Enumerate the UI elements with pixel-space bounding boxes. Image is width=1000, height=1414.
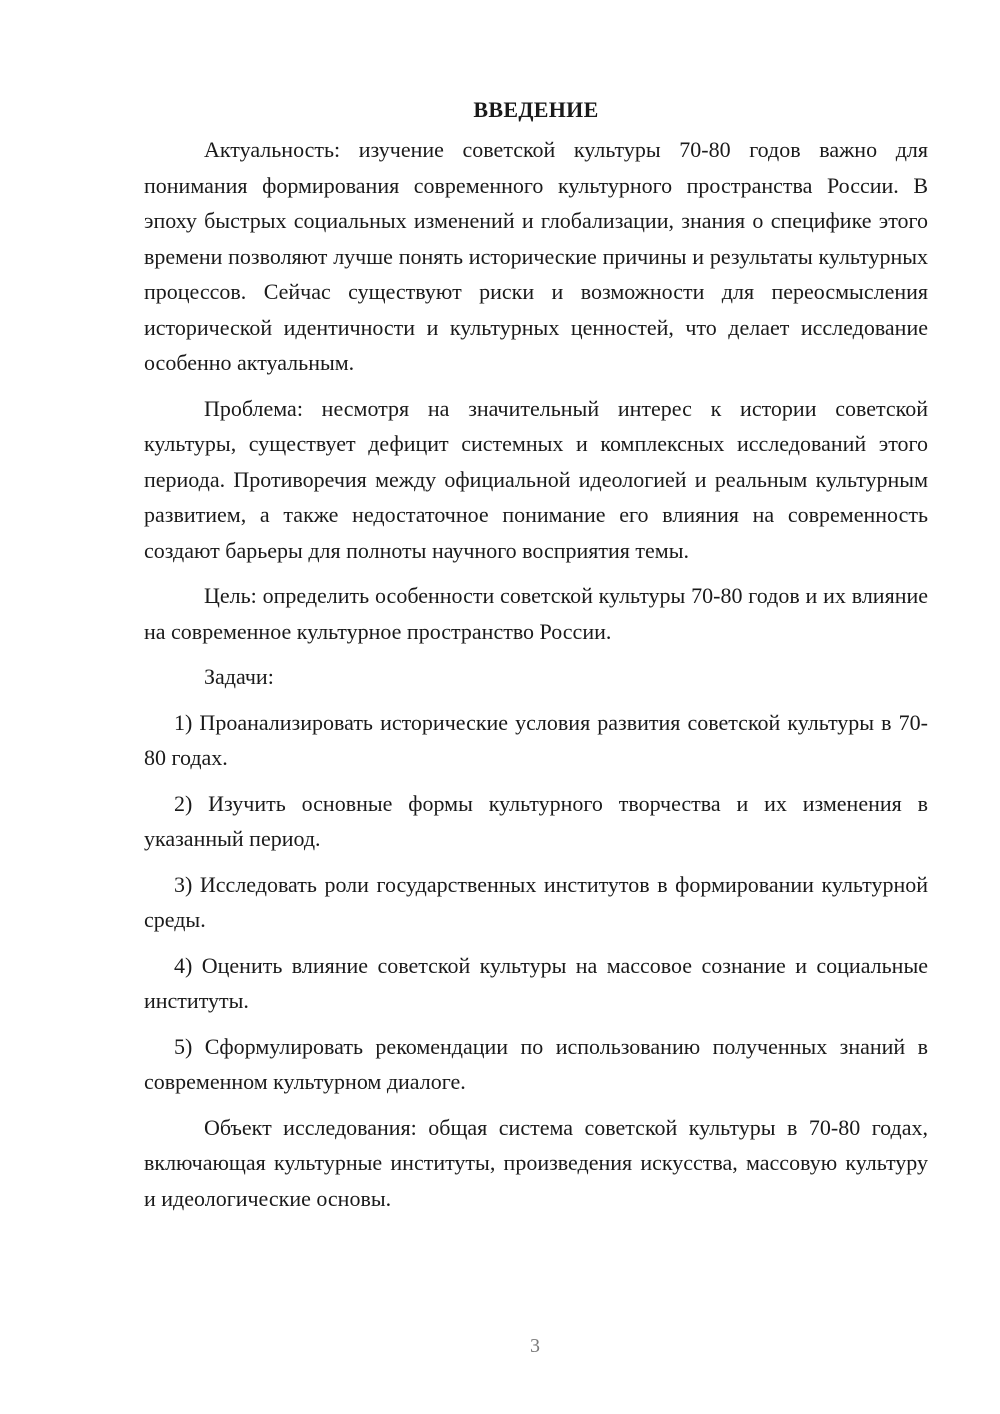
task-item-2: 2) Изучить основные формы культурного творчества и их изменения в указанный период. [144, 790, 928, 851]
problem-paragraph: Проблема: несмотря на значительный интерес к истории советской культуры, существует дефицит системных и комплексных исследований этого периода. Противоречия между официальной идеологией и реальным культурным развитием, а также недостаточное понимание его влияния на современность создают барьеры для полноты научного восприятия темы. [144, 395, 928, 563]
goal-paragraph: Цель: определить особенности советской культуры 70-80 годов и их влияние на современное культурное пространство России. [144, 583, 928, 644]
relevance-paragraph: Актуальность: изучение советской культуры 70-80 годов важно для понимания формирования современного культурного пространства России. В эпоху быстрых социальных изменений и глобализации, знания о специфике этого времени позволяют лучше понять исторические причины и результаты культурных процессов. Сейчас существуют риски и возможности для переосмысления исторической идентичности и культурных ценностей, что делает исследование особенно актуальным. [144, 137, 928, 375]
page-number: 3 [530, 1335, 540, 1357]
page-content [144, 92, 928, 1226]
task-item-4: 4) Оценить влияние советской культуры на массовое сознание и социальные институты. [144, 952, 928, 1013]
object-paragraph: Объект исследования: общая система советской культуры в 70-80 годах, включающая культурные институты, произведения искусства, массовую культуру и идеологические основы. [144, 1114, 928, 1211]
section-heading: ВВЕДЕНИЕ [473, 97, 599, 122]
task-item-3: 3) Исследовать роли государственных институтов в формировании культурной среды. [144, 871, 928, 932]
task-item-5: 5) Сформулировать рекомендации по использованию полученных знаний в современном культурном диалоге. [144, 1033, 928, 1094]
task-item-1: 1) Проанализировать исторические условия развития советской культуры в 70-80 годах. [144, 709, 928, 770]
tasks-label: Задачи: [204, 664, 274, 689]
